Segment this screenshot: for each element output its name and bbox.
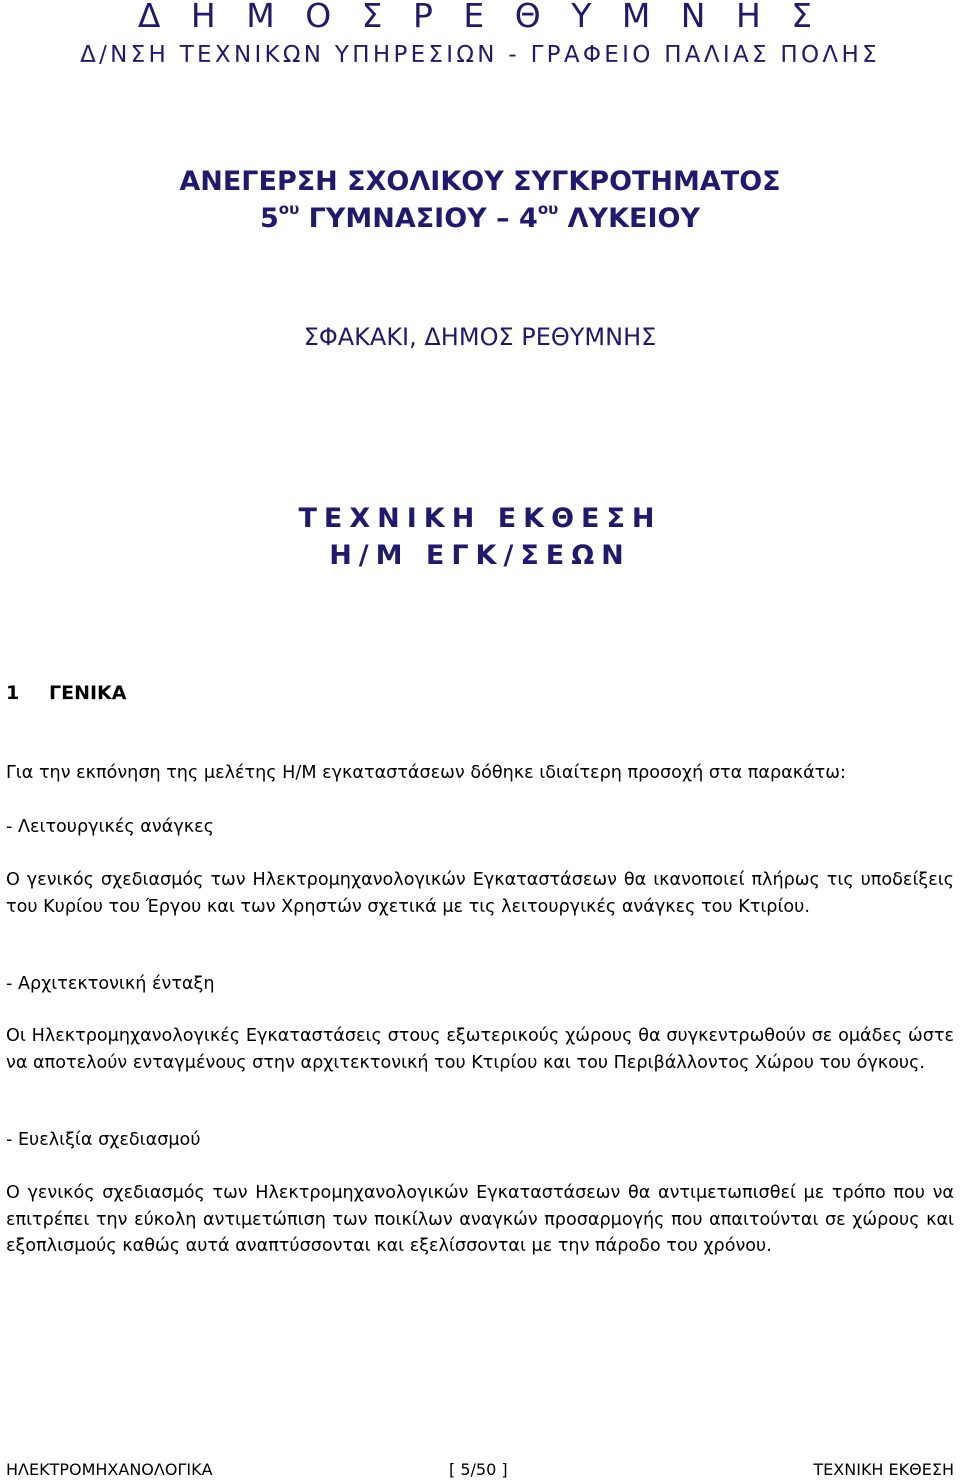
- list-item-paragraph: Οι Ηλεκτρομηχανολογικές Εγκαταστάσεις στους εξωτερικούς χώρους θα συγκεντρωθούν σε ομάδες ώστε να αποτελούν ενταγμένους στην αρχιτεκτονική του Κτιρίου και του Περιβάλλοντος Χώρου του όγκους.: [6, 1026, 954, 1073]
- ordinal-suffix: ου: [278, 200, 300, 218]
- list-item-heading: - Αρχιτεκτονική ένταξη: [6, 974, 215, 994]
- ordinal-suffix: ου: [537, 200, 559, 218]
- list-item-paragraph: Ο γενικός σχεδιασμός των Ηλεκτρομηχανολογικών Εγκαταστάσεων θα ικανοποιεί πλήρως τις υποδείξεις του Κυρίου του Έργου και των Χρηστών σχετικά με τις λειτουργικές ανάγκες του Κτιρίου.: [6, 870, 954, 917]
- municipality-heading: Δ Η Μ Ο Σ Ρ Ε Θ Υ Μ Ν Η Σ: [137, 0, 823, 35]
- lyceum-text: ΛΥΚΕΙΟΥ: [558, 203, 701, 234]
- gymnasium-number: 5: [259, 203, 279, 234]
- section-title: ΓΕΝΙΚΑ: [49, 682, 127, 704]
- footer-page-number: [ 5/50 ]: [449, 1460, 508, 1479]
- department-heading: Δ/ΝΣΗ ΤΕΧΝΙΚΩΝ ΥΠΗΡΕΣΙΩΝ - ΓΡΑΦΕΙΟ ΠΑΛΙΑΣ ΠΟΛΗΣ: [80, 42, 880, 68]
- section-heading: [6, 679, 126, 707]
- report-subtitle: Η/Μ ΕΓΚ/ΣΕΩΝ: [329, 540, 631, 571]
- list-item-heading: - Ευελιξία σχεδιασμού: [6, 1130, 201, 1150]
- section-number: 1: [6, 682, 20, 704]
- gymnasium-text: ΓΥΜΝΑΣΙΟΥ – 4: [299, 203, 538, 234]
- intro-paragraph: Για την εκπόνηση της μελέτης Η/Μ εγκαταστάσεων δόθηκε ιδιαίτερη προσοχή στα παρακάτω:: [6, 763, 846, 783]
- list-item-heading: - Λειτουργικές ανάγκες: [6, 817, 214, 837]
- project-subtitle: [0, 200, 960, 238]
- project-location: ΣΦΑΚΑΚΙ, ΔΗΜΟΣ ΡΕΘΥΜΝΗΣ: [303, 323, 657, 351]
- report-title: ΤΕΧΝΙΚΗ ΕΚΘΕΣΗ: [298, 503, 662, 534]
- footer-right: ΤΕΧΝΙΚΗ ΕΚΘΕΣΗ: [813, 1460, 954, 1479]
- project-title: ΑΝΕΓΕΡΣΗ ΣΧΟΛΙΚΟΥ ΣΥΓΚΡΟΤΗΜΑΤΟΣ: [179, 166, 781, 197]
- list-item-paragraph: Ο γενικός σχεδιασμός των Ηλεκτρομηχανολογικών Εγκαταστάσεων θα αντιμετωπισθεί με τρόπο που να επιτρέπει την εύκολη αντιμετώπιση των ποικίλων αναγκών προσαρμογής που απαιτούνται σε χώρους και εξοπλισμούς καθώς αυτά αναπτύσσονται και εξελίσσονται με την πάροδο του χρόνου.: [6, 1183, 954, 1256]
- footer-left: ΗΛΕΚΤΡΟΜΗΧΑΝΟΛΟΓΙΚΑ: [6, 1460, 213, 1479]
